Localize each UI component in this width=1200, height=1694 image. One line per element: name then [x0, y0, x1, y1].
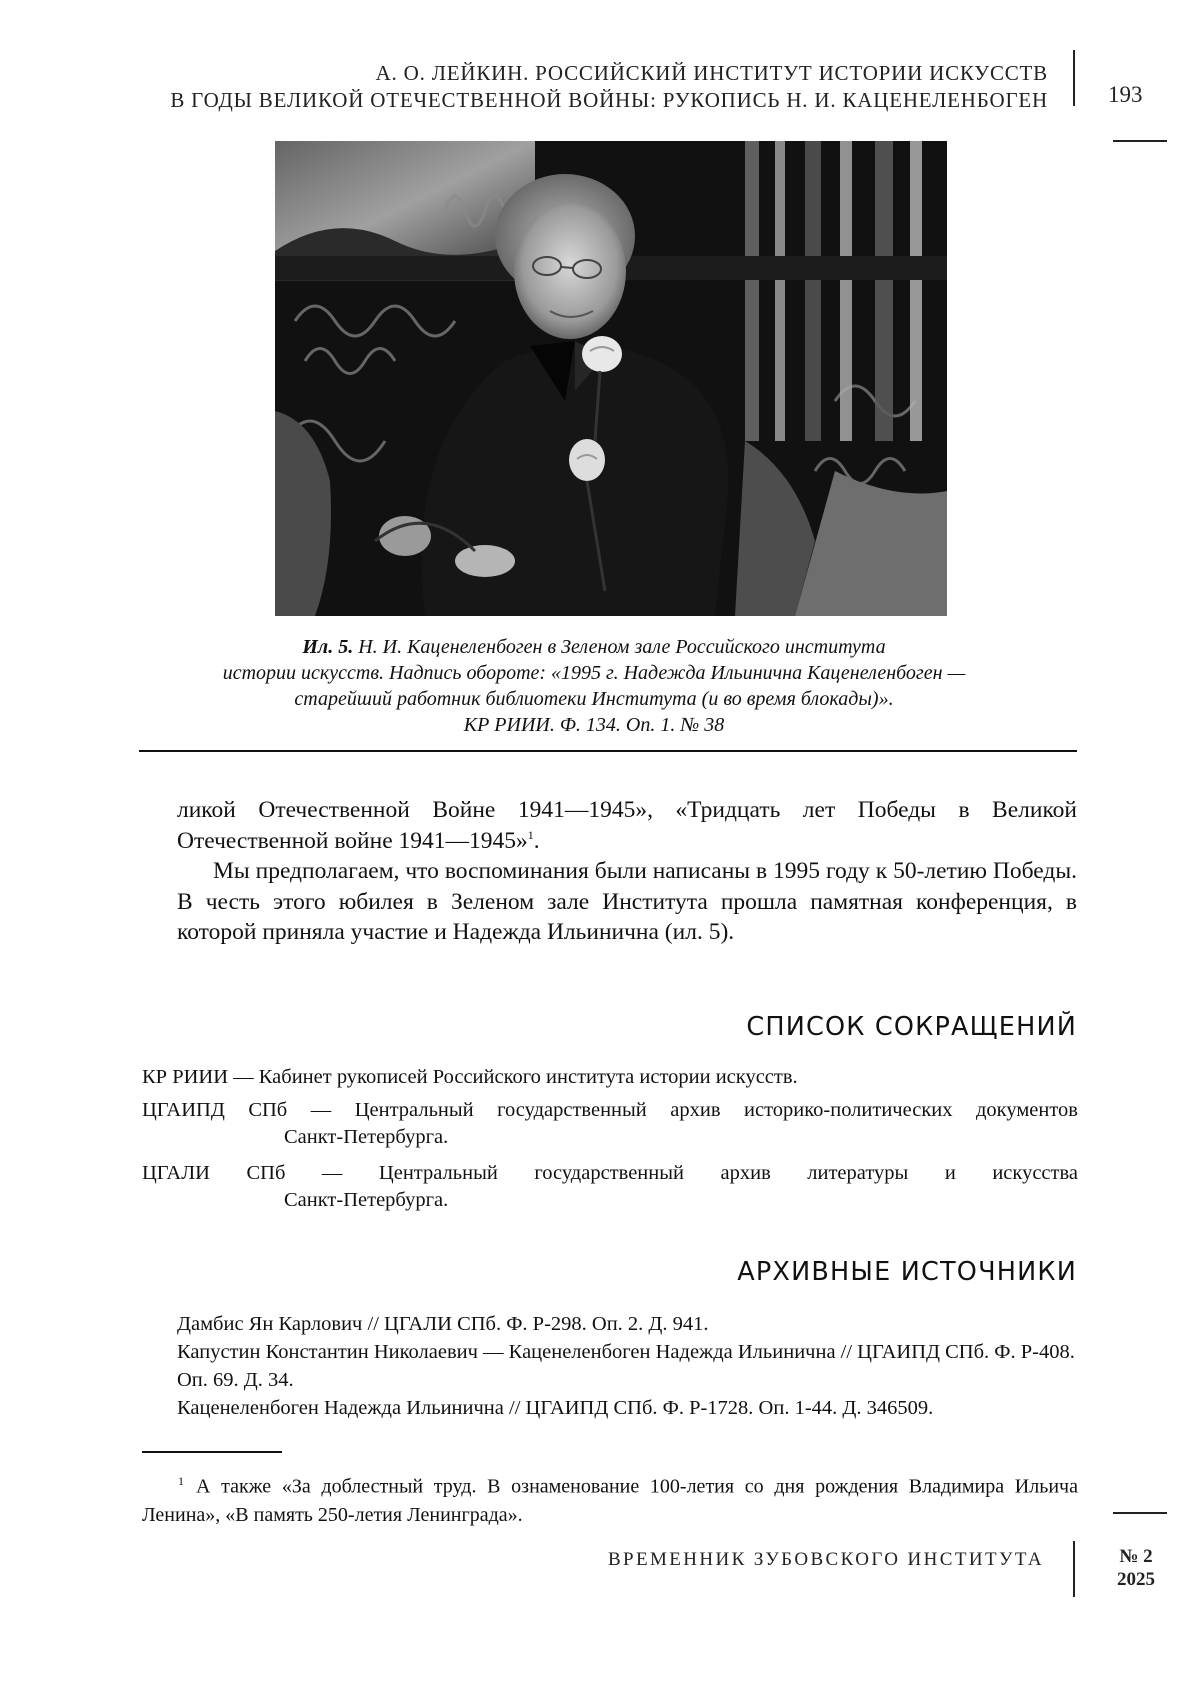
header-horizontal-rule	[1113, 140, 1167, 142]
footnote-reference[interactable]: 1	[527, 827, 534, 842]
journal-name: ВРЕМЕННИК ЗУБОВСКОГО ИНСТИТУТА	[607, 1549, 1044, 1570]
footnote-divider	[142, 1451, 282, 1453]
figure-label: Ил. 5.	[302, 636, 354, 658]
archival-photograph	[275, 141, 947, 616]
source-item: Дамбис Ян Карлович // ЦГАЛИ СПб. Ф. Р-298. Оп. 2. Д. 941.	[177, 1313, 709, 1335]
abbreviations-heading: СПИСОК СОКРАЩЕНИЙ	[746, 1012, 1077, 1042]
header-vertical-rule	[1073, 50, 1075, 106]
caption-line-2: истории искусств. Надпись обороте: «1995 г. Надежда Ильинична Каценеленбоген —	[222, 662, 966, 684]
caption-divider	[139, 750, 1077, 752]
running-head-line-2: В ГОДЫ ВЕЛИКОЙ ОТЕЧЕСТВЕННОЙ ВОЙНЫ: РУКОПИСЬ Н. И. КАЦЕНЕЛЕНБОГЕН	[170, 88, 1048, 112]
running-head	[120, 60, 1048, 114]
running-head-line-1: А. О. ЛЕЙКИН. РОССИЙСКИЙ ИНСТИТУТ ИСТОРИИ ИСКУССТВ	[375, 61, 1048, 85]
source-item: Капустин Константин Николаевич — Каценеленбоген Надежда Ильинична // ЦГАИПД СПб. Ф. Р-408. Оп. 69. Д. 34.	[177, 1341, 1075, 1391]
issue-number: № 2	[1119, 1546, 1153, 1567]
footer-vertical-rule	[1073, 1541, 1075, 1597]
abbreviation-item	[142, 1097, 1078, 1151]
body-paragraph-1	[177, 795, 1077, 856]
footnote-text: А также «За доблестный труд. В ознаменование 100-летия со дня рождения Владимира Ильича Ленина», «В память 250-летия Ленинграда».	[142, 1475, 1078, 1526]
abbreviation-continuation: Санкт-Петербурга.	[284, 1126, 449, 1148]
footnote-number: 1	[178, 1474, 184, 1488]
caption-line-3: старейший работник библиотеки Института (и во время блокады)».	[294, 688, 894, 710]
abbreviation-line: КР РИИИ — Кабинет рукописей Российского института истории искусств.	[142, 1066, 798, 1088]
body-paragraph-2: Мы предполагаем, что воспоминания были написаны в 1995 году к 50-летию Победы. В честь этого юбилея в Зеленом зале Института прошла памятная конференция, в которой приняла участие и Надежда Ильинична (ил. 5).	[177, 858, 1077, 945]
sources-list	[177, 1310, 1077, 1422]
body-paragraph-1-end: .	[533, 827, 540, 854]
caption-line-1	[180, 634, 1008, 660]
caption-line-4: КР РИИИ. Ф. 134. Оп. 1. № 38	[463, 714, 725, 736]
figure-caption	[180, 634, 1008, 738]
abbreviation-item	[142, 1160, 1078, 1214]
abbreviation-line: ЦГАЛИ СПб — Центральный государственный архив литературы и искусства	[142, 1162, 1078, 1184]
issue-year: 2025	[1117, 1569, 1155, 1590]
footnote	[142, 1467, 1078, 1529]
issue-info	[1106, 1545, 1166, 1591]
body-paragraph-1-text: ликой Отечественной Войне 1941—1945», «Тридцать лет Победы в Великой Отечественной войне 1941—1945»	[177, 797, 1077, 854]
abbreviation-line: ЦГАИПД СПб — Центральный государственный архив историко-политических документов	[142, 1099, 1078, 1121]
body-text	[177, 795, 1077, 948]
page-number: 193	[1108, 82, 1143, 107]
abbreviation-item	[142, 1064, 1078, 1091]
sources-heading: АРХИВНЫЕ ИСТОЧНИКИ	[737, 1257, 1077, 1287]
footer-horizontal-rule	[1113, 1512, 1167, 1514]
abbreviation-continuation: Санкт-Петербурга.	[284, 1189, 449, 1211]
caption-line-1-text: Н. И. Каценеленбоген в Зеленом зале Российского института	[358, 636, 886, 658]
source-item: Каценеленбоген Надежда Ильинична // ЦГАИПД СПб. Ф. Р-1728. Оп. 1-44. Д. 346509.	[177, 1397, 934, 1419]
